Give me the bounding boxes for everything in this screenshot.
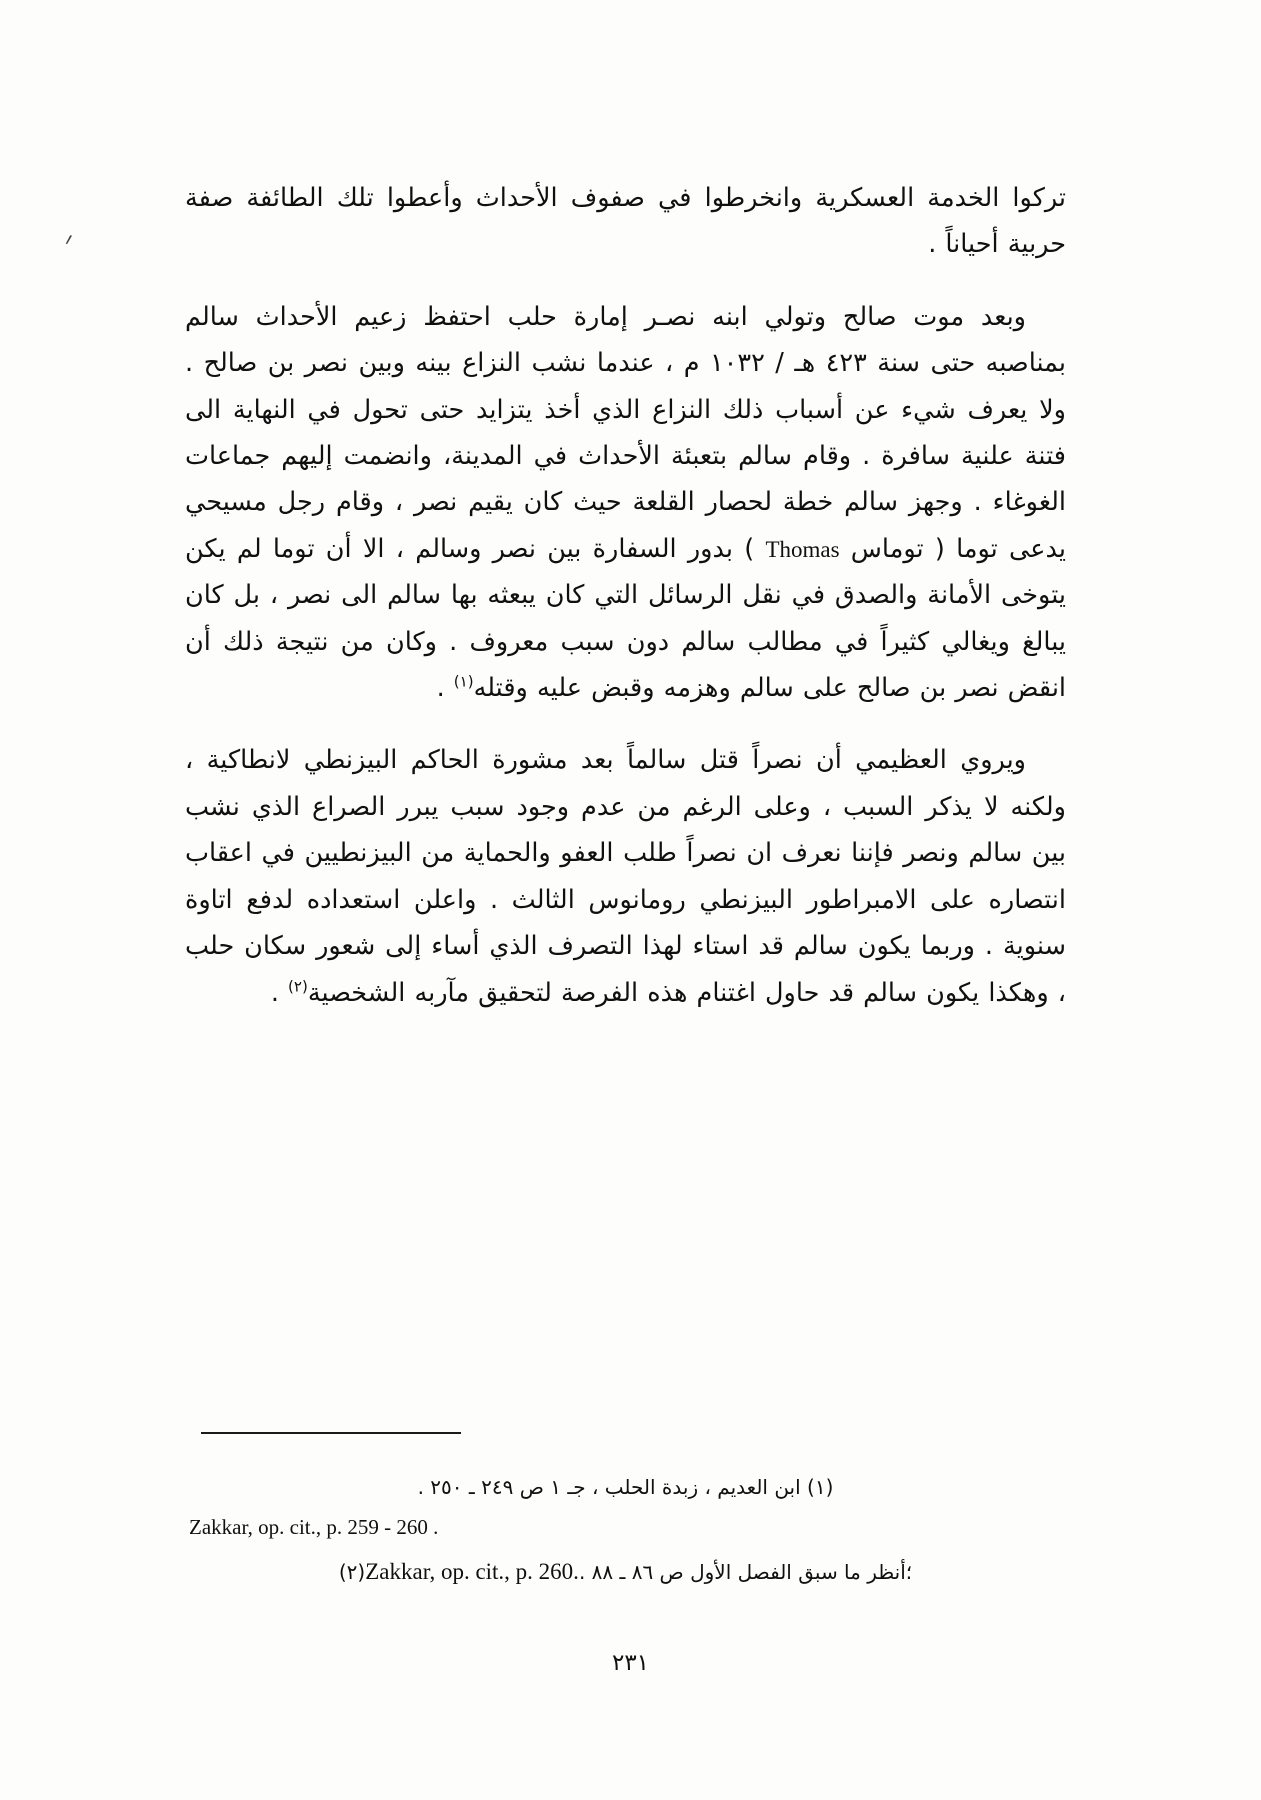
- footnote-1-latin: Zakkar, op. cit., p. 259 - 260 .: [189, 1515, 439, 1539]
- stray-ink-mark: ؍: [62, 228, 75, 250]
- latin-name-thomas: Thomas: [765, 536, 840, 562]
- footnote-2-head-arabic: (٢): [338, 1559, 366, 1584]
- footnote-ref-2: (٢): [288, 977, 308, 995]
- footnote-2: [185, 1552, 1066, 1591]
- paragraph-3-text: ويروي العظيمي أن نصراً قتل سالماً بعد مشورة الحاكم البيزنطي لانطاكية ، ولكنه لا يذكر السبب ، وعلى الرغم من عدم وجود سبب يبرر الصراع الذي نشب بين سالم ونصر فإننا نعرف ان نصراً طلب العفو والحماية من البيزنطيين في اعقاب انتصاره على الامبراطور البيزنطي رومانوس الثالث . واعلن استعداده لدفع اتاوة سنوية . وربما يكون سالم قد استاء لهذا التصرف الذي أساء إلى شعور سكان حلب ، وهكذا يكون سالم قد حاول اغتنام هذه الفرصة لتحقيق مآربه الشخصية: [185, 745, 1066, 1008]
- footnote-separator-rule: [201, 1432, 461, 1434]
- paragraph-2-tail: .: [436, 673, 454, 704]
- paragraph-3: [185, 737, 1066, 1015]
- footnote-ref-1: (١): [453, 672, 474, 691]
- paragraph-2-text-after: ) بدور السفارة بين نصر وسالم ، الا أن توما لم يكن يتوخى الأمانة والصدق في نقل الرسائل التي كان يبعثه بها سالم الى نصر ، بل كان يبالغ ويغالي كثيراً في مطالب سالم دون سبب معروف . وكان من نتيجة ذلك أن انقض نصر بن صالح على سالم وهزمه وقبض عليه وقتله: [185, 533, 1066, 704]
- paragraph-2-text-before: وبعد موت صالح وتولي ابنه نصـر إمارة حلب احتفظ زعيم الأحداث سالم بمناصبه حتى سنة ٤٢٣ هـ / ١٠٣٢ م ، عندما نشب النزاع بينه وبين نصر بن صالح . ولا يعرف شيء عن أسباب ذلك النزاع الذي أخذ يتزايد حتى تحول في النهاية الى فتنة علنية سافرة . وقام سالم بتعبئة الأحداث في المدينة، وانضمت إليهم جماعات الغوغاء . وجهز سالم خطة لحصار القلعة حيث كان يقيم نصر ، وقام رجل مسيحي يدعى توما ( توماس: [185, 301, 1066, 564]
- paragraph-2: [185, 294, 1066, 712]
- footnote-block: [185, 1470, 1066, 1597]
- page-body: [185, 175, 1066, 1042]
- paragraph-3-tail: .: [270, 977, 289, 1008]
- footnote-1-arabic: (١) ابن العديم ، زبدة الحلب ، جـ ١ ص ٢٤٩ ـ ٢٥٠ .: [417, 1475, 834, 1499]
- footnote-2-tail-arabic: ؛أنظر ما سبق الفصل الأول ص ٨٦ ـ ٨٨ .: [578, 1559, 913, 1584]
- page-number: ٢٣١: [611, 1650, 650, 1676]
- footnote-2-latin: Zakkar, op. cit., p. 260.: [365, 1558, 579, 1584]
- paragraph-1: تركوا الخدمة العسكرية وانخرطوا في صفوف الأحداث وأعطوا تلك الطائفة صفة حربية أحياناً .: [185, 183, 1066, 260]
